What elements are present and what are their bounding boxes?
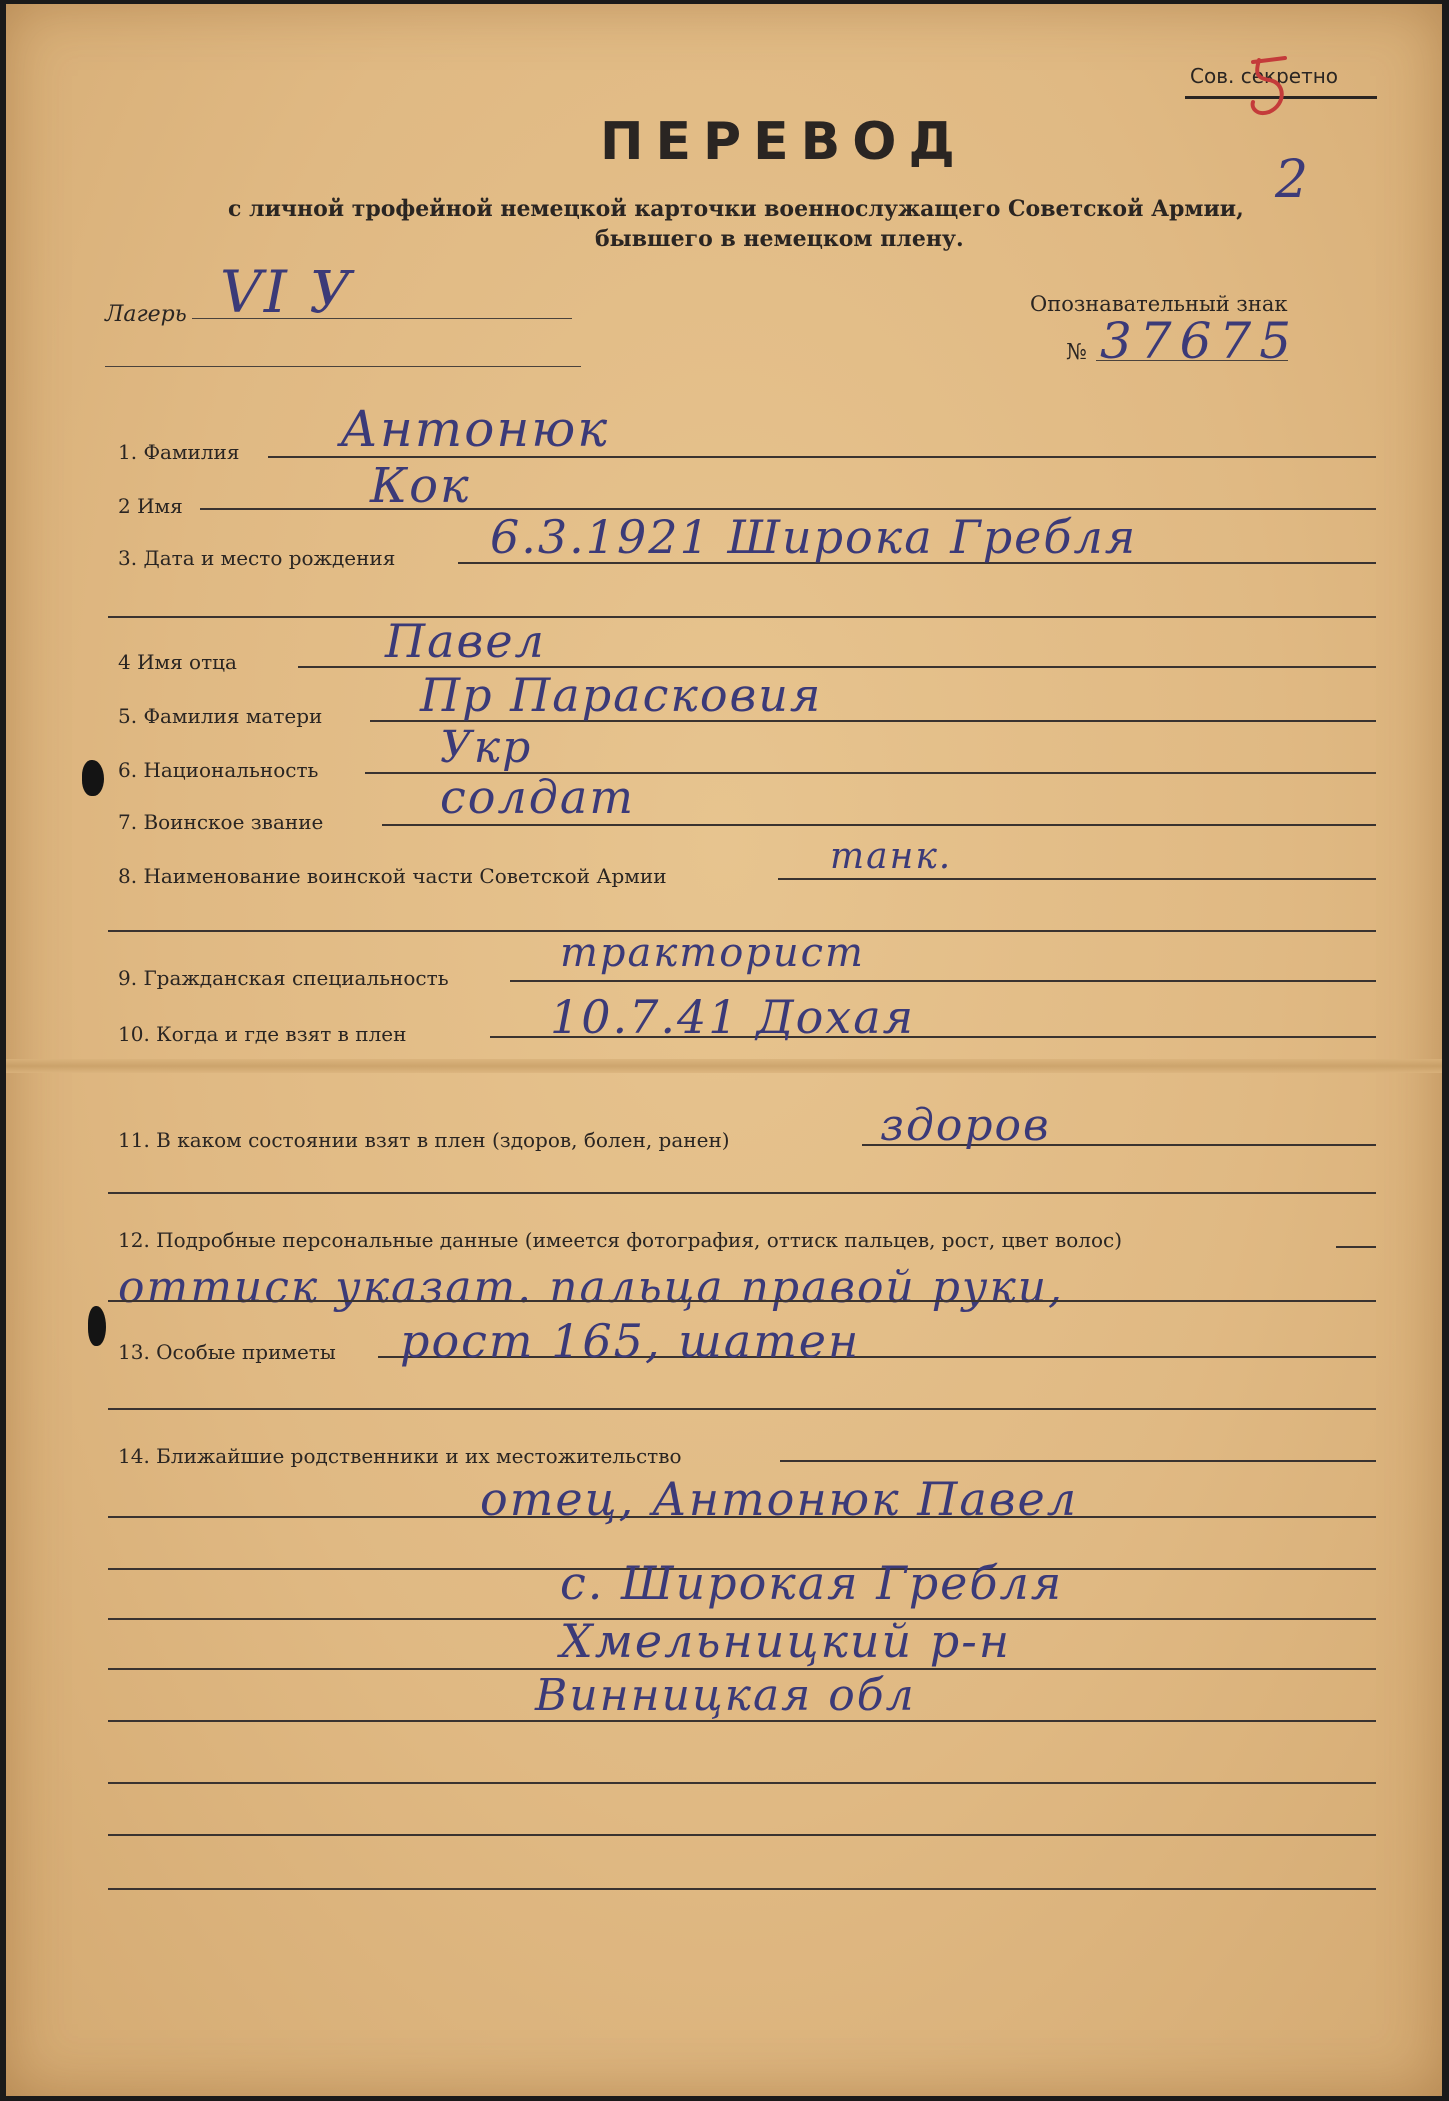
field-13-value: рост 165, шатен: [400, 1314, 861, 1368]
document-subtitle-line-2: бывшего в немецком плену.: [595, 226, 964, 252]
field-2-label: 2 Имя: [118, 494, 183, 518]
field-1-label: 1. Фамилия: [118, 440, 240, 464]
field-3-value: 6.3.1921 Широка Гребля: [490, 510, 1138, 564]
relatives-line-1: отец, Антонюк Павел: [480, 1472, 1079, 1526]
field-12-value: оттиск указат. пальца правой руки,: [118, 1262, 1065, 1313]
id-tag-value: 37675: [1100, 312, 1300, 370]
field-8-line: [778, 878, 1376, 880]
punch-hole: [82, 760, 104, 796]
field-13-label: 13. Особые приметы: [118, 1340, 336, 1364]
field-3-label: 3. Дата и место рождения: [118, 546, 396, 570]
page-fold: [6, 1059, 1442, 1073]
field-8-value: танк.: [830, 836, 953, 877]
field-1-value: Антонюк: [340, 400, 610, 458]
field-6-value: Укр: [440, 722, 533, 773]
field-14-line: [780, 1460, 1376, 1462]
field-7-line: [382, 824, 1376, 826]
field-12-line-2: [108, 1300, 1376, 1302]
field-4-label: 4 Имя отца: [118, 650, 237, 674]
field-7-value: солдат: [440, 770, 635, 824]
relatives-line: [108, 1720, 1376, 1722]
id-tag-label: Опознавательный знак: [1030, 292, 1288, 316]
field-12-label: 12. Подробные персональные данные (имеется фотография, оттиск пальцев, рост, цвет волос): [118, 1228, 1123, 1252]
field-8-label: 8. Наименование воинской части Советской Армии: [118, 864, 667, 888]
field-4-value: Павел: [385, 614, 546, 668]
camp-line-2: [105, 366, 581, 367]
field-10-value: 10.7.41 Дохая: [550, 990, 916, 1044]
field-11-value: здоров: [880, 1100, 1051, 1151]
blank-line: [108, 1782, 1376, 1784]
document-subtitle-line-1: с личной трофейной немецкой карточки военнослужащего Советской Армии,: [228, 196, 1244, 222]
page-number: 2: [1275, 150, 1311, 210]
field-3-line-2: [108, 616, 1376, 618]
blank-line: [108, 1888, 1376, 1890]
field-11-line-2: [108, 1192, 1376, 1194]
relatives-line-4: Винницкая обл: [535, 1670, 916, 1721]
punch-hole: [88, 1306, 106, 1346]
camp-label: Лагерь: [105, 302, 187, 327]
field-12-line: [1336, 1246, 1376, 1248]
relatives-line-2: с. Широкая Гребля: [560, 1556, 1064, 1610]
field-5-value: Пр Парасковия: [420, 668, 823, 722]
field-2-value: Кок: [370, 458, 471, 514]
relatives-line-3: Хмельницкий р-н: [560, 1614, 1012, 1668]
field-9-label: 9. Гражданская специальность: [118, 966, 449, 990]
field-14-label: 14. Ближайшие родственники и их местожительство: [118, 1444, 682, 1468]
field-13-line-2: [108, 1408, 1376, 1410]
field-10-label: 10. Когда и где взят в плен: [118, 1022, 407, 1046]
field-5-label: 5. Фамилия матери: [118, 704, 323, 728]
camp-value: VI У: [220, 258, 354, 326]
document-title: ПЕРЕВОД: [600, 112, 967, 172]
red-page-number-mark: [1245, 52, 1293, 122]
blank-line: [108, 1834, 1376, 1836]
classification-stamp: Сов. секретно: [1190, 64, 1339, 88]
field-9-line: [510, 980, 1376, 982]
id-tag-number-prefix: №: [1066, 340, 1087, 365]
field-6-label: 6. Национальность: [118, 758, 319, 782]
field-9-value: тракторист: [560, 930, 865, 976]
field-11-label: 11. В каком состоянии взят в плен (здоров, болен, ранен): [118, 1128, 730, 1152]
field-7-label: 7. Воинское звание: [118, 810, 324, 834]
